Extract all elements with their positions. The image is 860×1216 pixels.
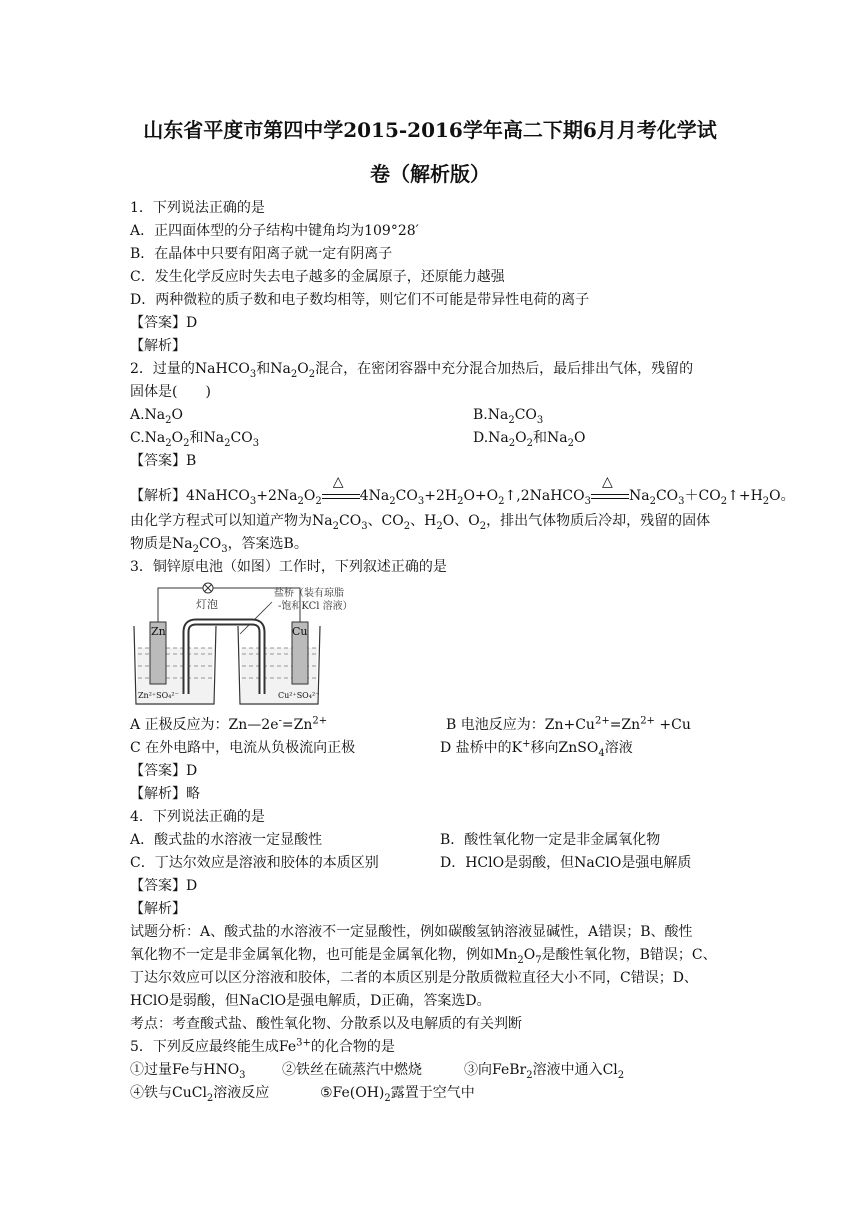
q2-option-b: $B.Na_2CO_3$ xyxy=(473,407,544,426)
page-title-continued: 卷（解析版） xyxy=(370,162,490,186)
q1-option-c: C．发生化学反应时失去电子越多的金属原子，还原能力越强 xyxy=(130,269,505,285)
salt-bridge-label: 盐桥（装有琼脂 xyxy=(274,588,344,599)
heating-reaction-arrow xyxy=(322,474,360,504)
zinc-sulfate-ions: Zn²⁺SO₄²⁻ xyxy=(138,691,179,700)
q2-option-d: $D.Na_2O_2$和$Na_2O$ xyxy=(473,430,586,449)
q2-stem-continued: 固体是( ) xyxy=(130,384,211,400)
q3-option-b: B 电池反应为：$Zn+Cu^{2+}=Zn^{2+} +Cu$ xyxy=(446,715,691,733)
q4-detail-line1: 试题分析：A、酸式盐的水溶液不一定显酸性，例如碳酸氢钠溶液显碱性，A错误；B、酸性 xyxy=(130,924,693,940)
q1-answer: 【答案】D xyxy=(130,315,198,331)
lamp-label: 灯泡 xyxy=(196,598,218,611)
q1-option-a: A．正四面体型的分子结构中键角均为109°28′ xyxy=(130,223,419,239)
q2-option-a: $A.Na_2O$ xyxy=(130,407,184,426)
q2-stem: 2．过量的NaHCO$_3$和$Na_2O_2$混合，在密闭容器中充分混合加热后，最后排出气体，残留的 xyxy=(130,361,694,380)
q3-analysis: 【解析】略 xyxy=(130,786,200,802)
q3-option-a: A 正极反应为：$Zn—2e^-=Zn^{2+}$ xyxy=(130,715,328,733)
q2-analysis-equations: 【解析】$4NaHCO_3+2Na_2O_2$ △ $4Na_2CO_3+2H_2O+O_2↑,2NaHCO_3$ △ $Na_2CO_3+CO_2↑+H_2O$。 xyxy=(130,474,795,507)
q5-option-4: ④铁与CuCl$_2$溶液反应 xyxy=(130,1085,270,1104)
q2-explanation-line1: 由化学方程式可以知道产物为$Na_2CO_3$、$CO_2$、$H_2O$、$O_2$，排出气体物质后冷却，残留的固体 xyxy=(130,513,711,532)
q3-answer: 【答案】D xyxy=(130,763,198,779)
q2-option-c: $C.Na_2O_2$和$Na_2CO_3$ xyxy=(130,430,260,449)
salt-bridge-label-continued: -饱和KCl 溶液） xyxy=(278,601,353,612)
q1-analysis: 【解析】 xyxy=(130,338,186,354)
q3-stem: 3．铜锌原电池（如图）工作时，下列叙述正确的是 xyxy=(130,559,447,575)
q1-stem: 1．下列说法正确的是 xyxy=(130,200,265,216)
q4-detail-line2: 氧化物不一定是非金属氧化物，也可能是金属氧化物，例如$Mn_2O_7$是酸性氧化物，B错误；C、 xyxy=(130,947,717,966)
q2-answer: 【答案】B xyxy=(130,453,197,469)
q5-option-1: ①过量Fe与$HNO_3$ xyxy=(130,1062,246,1081)
q4-detail-line4: HClO是弱酸，但NaClO是强电解质，D正确，答案选D。 xyxy=(130,993,491,1009)
q4-option-b: B．酸性氧化物一定是非金属氧化物 xyxy=(440,832,661,848)
q4-exam-point: 考点：考查酸式盐、酸性氧化物、分散系以及电解质的有关判断 xyxy=(130,1016,522,1032)
galvanic-cell-diagram xyxy=(128,582,388,710)
q4-stem: 4．下列说法正确的是 xyxy=(130,809,265,825)
zinc-label: Zn xyxy=(151,625,166,638)
copper-label: Cu xyxy=(292,625,308,638)
q5-option-5: $⑤Fe(OH)_2$露置于空气中 xyxy=(320,1085,475,1104)
lamp-icon xyxy=(203,583,213,593)
q1-option-d: D．两种微粒的质子数和电子数均相等，则它们不可能是带异性电荷的离子 xyxy=(130,292,590,308)
q5-option-3: ③向FeBr$_2$溶液中通入$Cl_2$ xyxy=(464,1062,625,1081)
heating-reaction-arrow xyxy=(591,474,629,504)
copper-sulfate-ions: Cu²⁺SO₄²⁻ xyxy=(278,691,320,700)
q4-analysis: 【解析】 xyxy=(130,901,186,917)
q4-detail-line3: 丁达尔效应可以区分溶液和胶体，二者的本质区别是分散质微粒直径大小不同，C错误；D、 xyxy=(130,970,698,986)
page-title: 山东省平度市第四中学2015-2016学年高二下期6月月考化学试 xyxy=(143,118,717,142)
q2-explanation-line2: 物质是$Na_2CO_3$，答案选B。 xyxy=(130,536,308,555)
q4-option-c: C．丁达尔效应是溶液和胶体的本质区别 xyxy=(130,855,379,871)
q5-option-2: ②铁丝在硫蒸汽中燃烧 xyxy=(282,1062,422,1078)
q5-stem: 5．下列反应最终能生成$Fe^{3+}$的化合物的是 xyxy=(130,1037,395,1055)
delta-heat-symbol: △ xyxy=(601,474,613,490)
delta-heat-symbol: △ xyxy=(332,474,344,490)
q1-option-b: B．在晶体中只要有阳离子就一定有阴离子 xyxy=(130,246,393,262)
q4-option-d: D．HClO是弱酸，但NaClO是强电解质 xyxy=(440,855,692,871)
q4-option-a: A．酸式盐的水溶液一定显酸性 xyxy=(130,832,323,848)
q4-answer: 【答案】D xyxy=(130,878,198,894)
q3-option-c: C 在外电路中，电流从负极流向正极 xyxy=(130,740,356,756)
q3-option-d: D 盐桥中的K+移向ZnSO$_4$溶液 xyxy=(440,738,633,759)
